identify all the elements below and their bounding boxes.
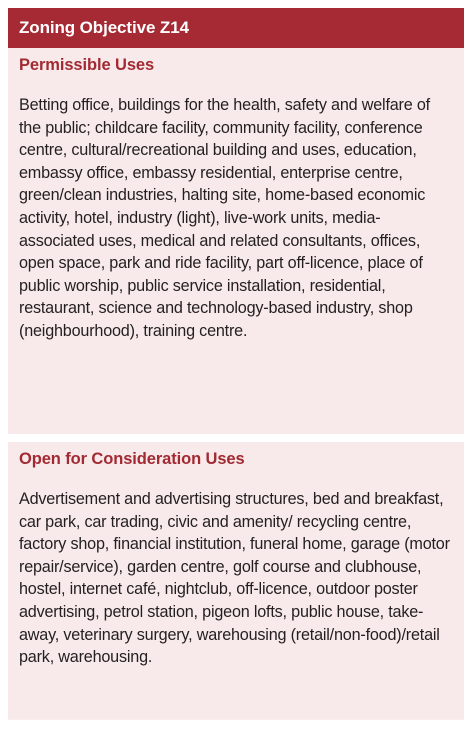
panel-header-title: Zoning Objective Z14: [8, 8, 464, 48]
permissible-uses-section: [8, 48, 464, 434]
section-divider: [8, 434, 464, 442]
open-for-consideration-body: Advertisement and advertising structures, bed and breakfast, car park, car trading, civic and amenity/ recycling centre, factory shop, financial institution, funeral home, garage (motor repair/service), garden centre, golf course and clubhouse, hostel, internet café, nightclub, off-licence, outdoor poster advertising, petrol station, pigeon lofts, public house, take-away, veterinary surgery, warehousing (retail/non-food)/retail park, warehousing.: [19, 490, 450, 667]
zoning-objective-panel: [8, 8, 464, 720]
permissible-uses-body: Betting office, buildings for the health, safety and welfare of the public; childcare facility, community facility, conference centre, cultural/recreational building and uses, education, embassy office, embassy residential, enterprise centre, green/clean industries, halting site, home-based economic activity, hotel, industry (light), live-work units, media-associated uses, medical and related consultants, offices, open space, park and ride facility, part off-licence, place of public worship, public service installation, residential, restaurant, science and technology-based industry, shop (neighbourhood), training centre.: [19, 96, 430, 340]
permissible-uses-title: Permissible Uses: [19, 56, 155, 74]
open-for-consideration-section: [8, 442, 464, 719]
open-for-consideration-title: Open for Consideration Uses: [19, 450, 245, 468]
